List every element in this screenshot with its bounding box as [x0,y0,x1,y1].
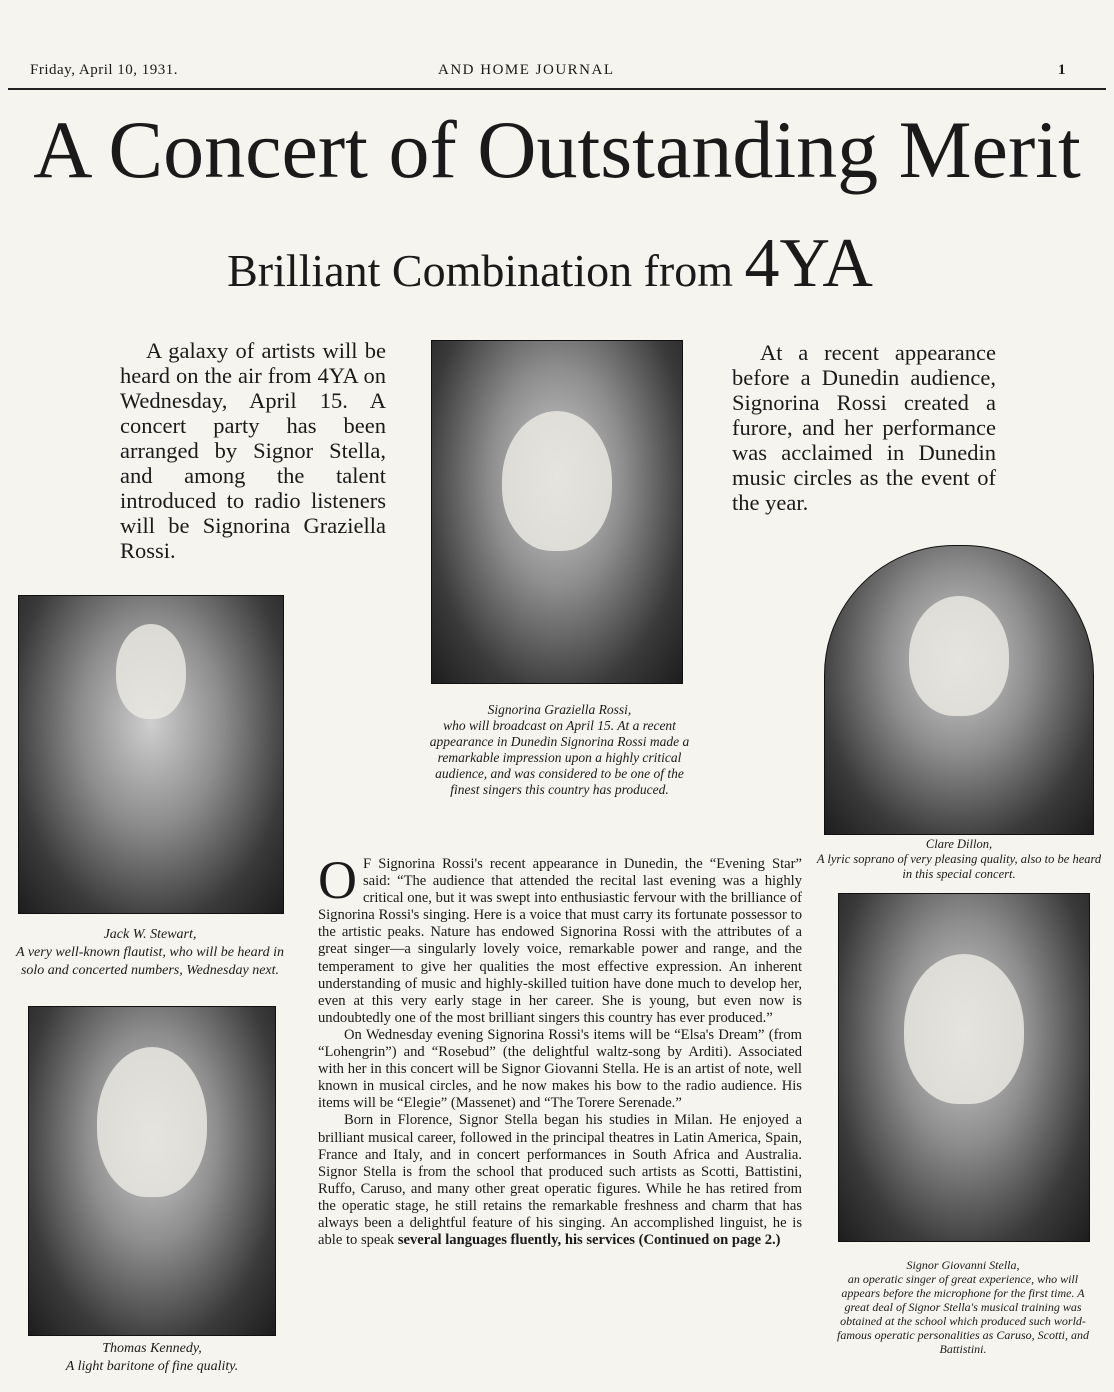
article-paragraph-3 [318,1112,802,1249]
station-callsign: 4YA [744,225,873,302]
caption-stewart [8,926,292,980]
article-body [318,850,802,1249]
caption-dillon-text: A lyric soprano of very pleasing quality, also to be heard in this special concert. [816,852,1102,881]
caption-rossi-name: Signorina Graziella Rossi, [487,702,632,717]
caption-dillon [812,837,1106,882]
dropcap: O [318,850,357,910]
caption-kennedy-text: A light baritone of fine quality. [65,1359,239,1374]
article-p3-text: Born in Florence, Signor Stella began his studies in Milan. He enjoyed a brilliant musical career, followed in the principal theatres in Latin America, Spain, France and Italy, and in concert performances in South Africa and Australia. Signor Stella is from the school that produced such artists as Scotti, Battistini, Ruffo, Caruso, and many other great operatic figures. While he has retired from the operatic stage, he still retains the remarkable freshness and charm that has always been a delightful feature of his singing. An accomplished linguist, he is able to speak [318,1112,802,1249]
caption-kennedy [20,1340,284,1376]
article-paragraph-2: On Wednesday evening Signorina Rossi's items will be “Elsa's Dream” (from “Lohengrin”) and “Rosebud” (the delightful waltz-song by Arditi). Associated with her in this concert will be Signor Giovanni Stella. He is an artist of note, well known in musical circles, and he now makes his bow to the radio audience. His items will be “Elegie” (Massenet) and “The Torere Serenade.” [318,1026,802,1112]
journal-title: AND HOME JOURNAL [438,62,615,78]
caption-stewart-name: Jack W. Stewart, [103,927,197,942]
caption-dillon-name: Clare Dillon, [925,837,993,851]
caption-rossi [422,702,697,798]
caption-stella-name: Signor Giovanni Stella, [906,1258,1020,1272]
caption-rossi-text: who will broadcast on April 15. At a recent appearance in Dunedin Signorina Rossi made a remarkable impression upon a highly critical audience, and was considered to be one of the finest singers this country has produced. [429,718,690,797]
caption-kennedy-name: Thomas Kennedy, [102,1341,202,1356]
caption-stewart-text: A very well-known flautist, who will be heard in solo and concerted numbers, Wednesday next. [16,945,284,978]
article-paragraph-1 [318,850,802,1027]
headline: A Concert of Outstanding Merit [33,104,1081,195]
photo-kennedy [28,1006,276,1336]
subheadline [140,225,960,307]
issue-date: Friday, April 10, 1931. [30,62,179,78]
photo-dillon [824,545,1094,835]
page-number: 1 [1058,62,1066,78]
subheadline-text: Brilliant Combination from [227,245,734,296]
header-rule [8,88,1106,90]
caption-stella-text: an operatic singer of great experience, who will appears before the microphone for the first time. A great deal of Signor Stella's musical training was obtained at the school which produced such world-famous operatic personalities as Caruso, Scotti, and Battistini. [837,1272,1089,1356]
photo-stewart [18,595,284,914]
caption-stella [828,1258,1098,1356]
article-p1-text: F Signorina Rossi's recent appearance in Dunedin, the “Evening Star” said: “The audience that attended the recital last evening was a highly critical one, but it was swept into enthusiastic fervour with the brilliance of Signorina Rossi's singing. Here is a voice that must carry its fortunate possessor to the artistic peaks. Nature has endowed Signorina Rossi with the attributes of a great singer—a singularly lovely voice, remarkable power and range, and the temperament to give her qualities the most effective expression. An inherent understanding of music and highly-skilled tuition have done much to develop her, even at this very early stage in her career. She is young, but even now is undoubtedly one of the most brilliant singers this country has ever produced.” [318,856,802,1026]
intro-left: A galaxy of artists will be heard on the air from 4YA on Wednesday, April 15. A concert party has been arranged by Signor Stella, and among the talent introduced to radio listeners will be Signorina Graziella Rossi. [120,338,386,563]
intro-right: At a recent appearance before a Dunedin audience, Signorina Rossi created a furore, and her performance was acclaimed in Dunedin music circles as the event of the year. [732,340,996,515]
continued-notice: several languages fluently, his services (Continued on page 2.) [397,1232,781,1249]
photo-rossi [431,340,683,684]
photo-stella [838,893,1090,1242]
